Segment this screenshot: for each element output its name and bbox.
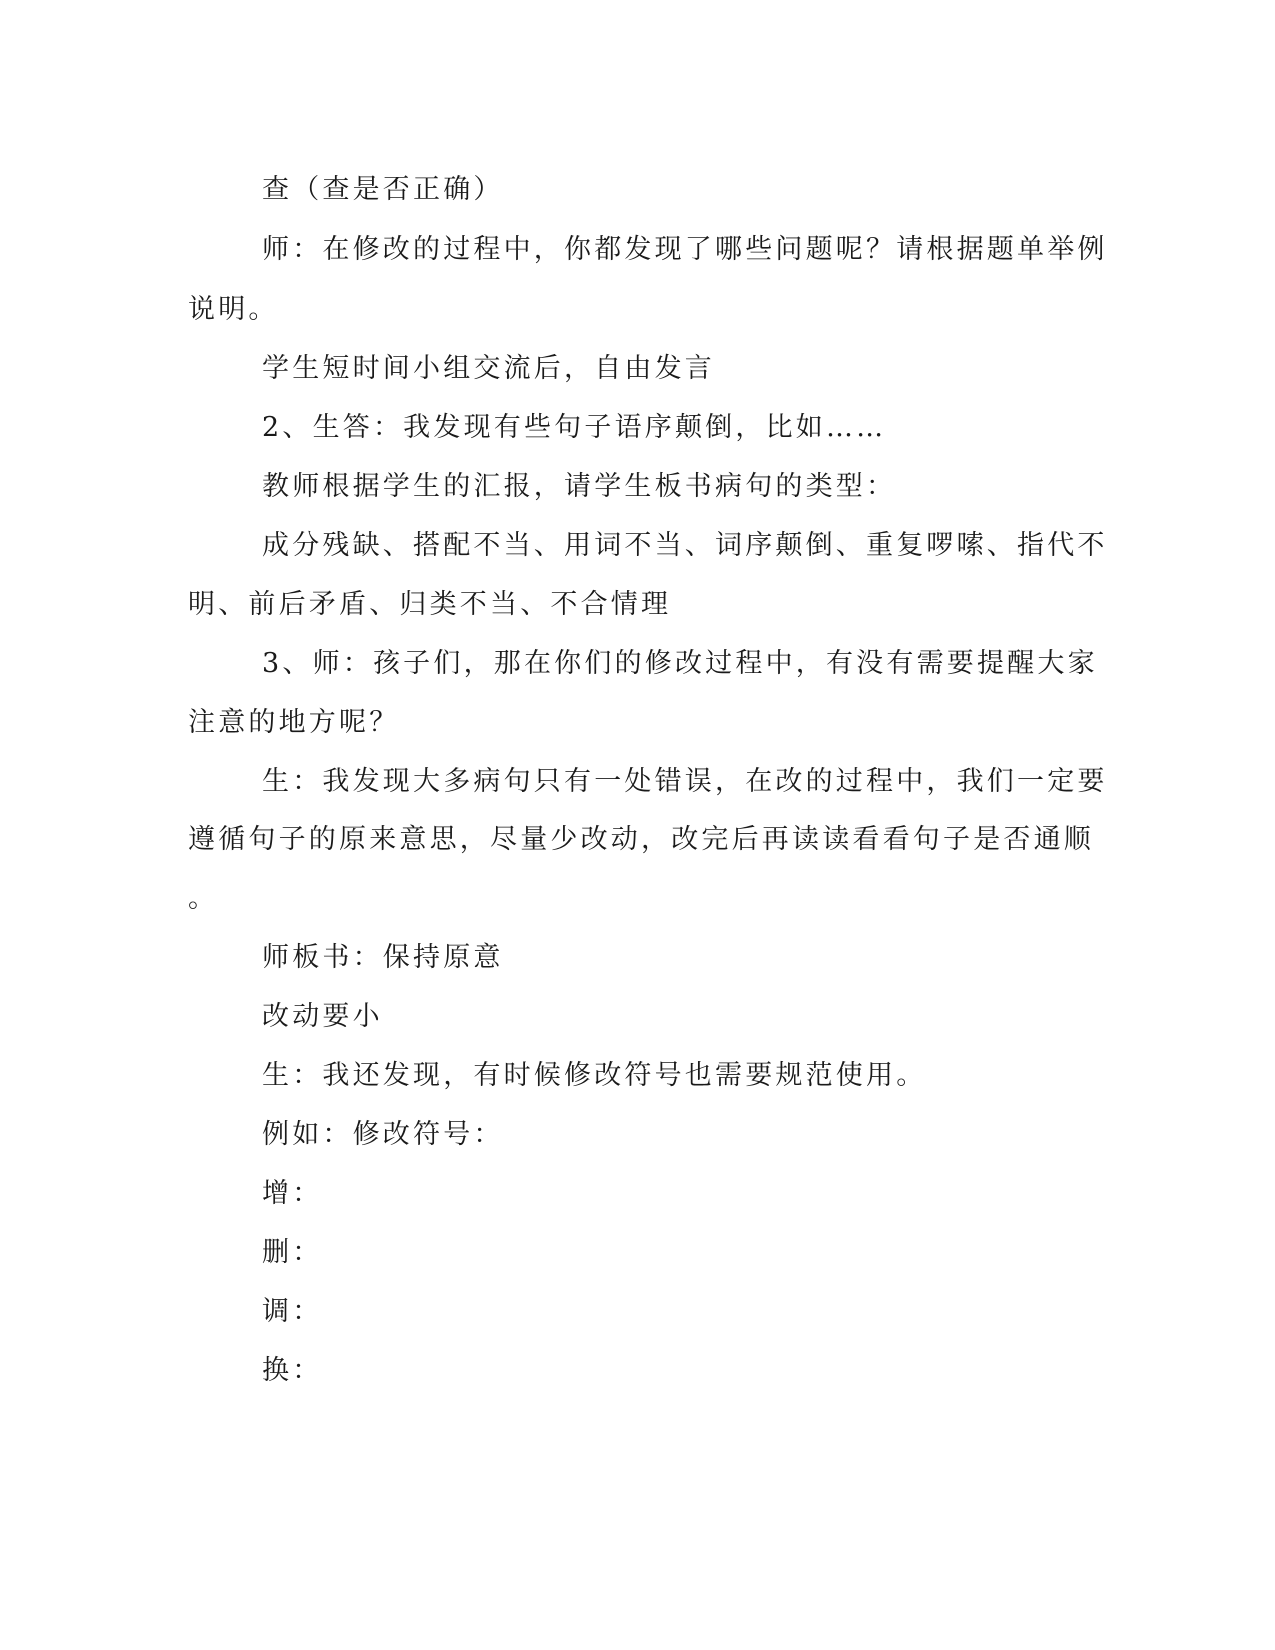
text-line: 师板书：保持原意 [262, 942, 504, 973]
text-line: 换： [262, 1355, 323, 1386]
text-line: 明、前后矛盾、归类不当、不合情理 [188, 589, 672, 620]
text-line: 遵循句子的原来意思，尽量少改动，改完后再读读看看句子是否通顺 [188, 824, 1094, 855]
text-line: 教师根据学生的汇报，请学生板书病句的类型： [262, 471, 897, 502]
text-line: 调： [262, 1296, 323, 1327]
text-line: 注意的地方呢？ [188, 707, 400, 738]
text-line: 3、师：孩子们，那在你们的修改过程中，有没有需要提醒大家 [262, 648, 1098, 679]
text-line: 2、生答：我发现有些句子语序颠倒，比如…… [262, 412, 887, 443]
text-line: 生：我还发现，有时候修改符号也需要规范使用。 [262, 1060, 927, 1091]
text-line: 改动要小 [262, 1001, 383, 1032]
text-line: 增： [262, 1178, 323, 1209]
text-line: 学生短时间小组交流后，自由发言 [262, 353, 715, 384]
text-line: 查（查是否正确） [262, 174, 504, 205]
text-line: 生：我发现大多病句只有一处错误，在改的过程中，我们一定要 [262, 766, 1108, 797]
text-line: 。 [188, 883, 219, 914]
text-line: 师：在修改的过程中，你都发现了哪些问题呢？请根据题单举例 [262, 234, 1108, 265]
text-line: 成分残缺、搭配不当、用词不当、词序颠倒、重复啰嗦、指代不 [262, 530, 1108, 561]
text-line: 例如：修改符号： [262, 1119, 504, 1150]
text-line: 删： [262, 1237, 323, 1268]
text-line: 说明。 [188, 294, 279, 325]
